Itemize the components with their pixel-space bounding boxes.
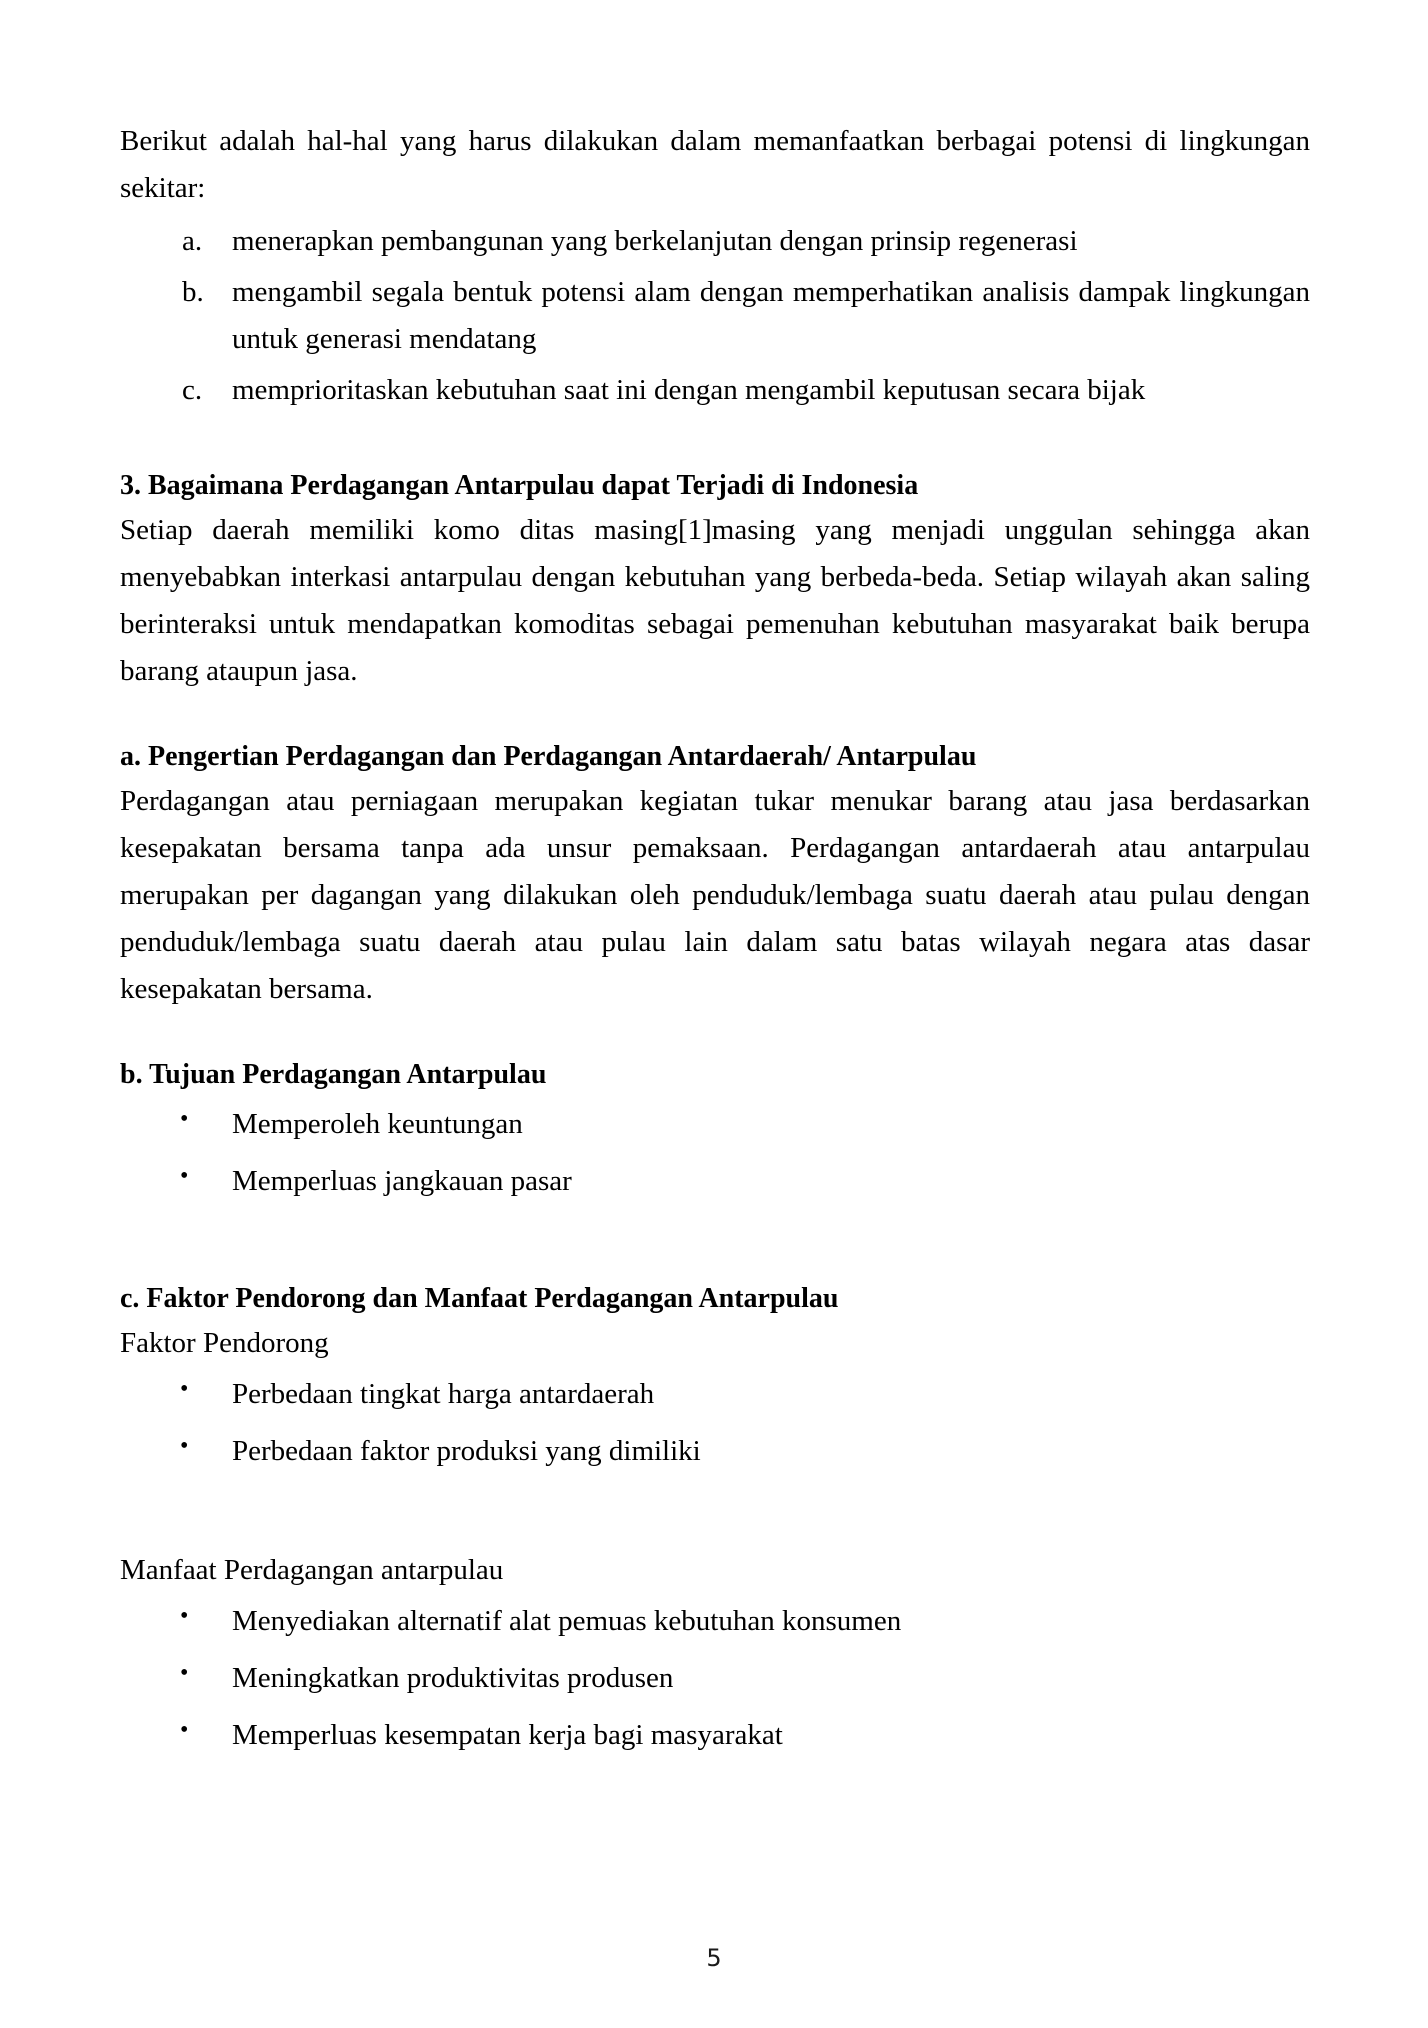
list-item (120, 1371, 1310, 1418)
subsection-b-heading: b. Tujuan Perdagangan Antarpulau (120, 1059, 547, 1091)
intro-lettered-list (120, 218, 1310, 414)
list-item (120, 1655, 1310, 1702)
list-item (120, 1101, 1310, 1148)
intro-paragraph: Berikut adalah hal-hal yang harus dilakukan dalam memanfaatkan berbagai potensi di lingkungan sekitar: (120, 125, 1310, 204)
list-item (120, 1428, 1310, 1475)
faktor-pendorong-bullets (120, 1371, 1310, 1475)
spacer (120, 1215, 1310, 1277)
list-item-text: Memperluas kesempatan kerja bagi masyarakat (232, 1718, 783, 1751)
subsection-c-heading: c. Faktor Pendorong dan Manfaat Perdagangan Antarpulau (120, 1282, 839, 1314)
list-item (120, 1158, 1310, 1205)
subsection-a-paragraph: Perdagangan atau perniagaan merupakan kegiatan tukar menukar barang atau jasa berdasarkan kesepakatan bersama tanpa ada unsur pemaksaan. Perdagangan antardaerah atau antarpulau merupakan per dagangan yang dilakukan oleh penduduk/lembaga suatu daerah atau pulau dengan penduduk/lembaga suatu daerah atau pulau lain dalam satu batas wilayah negara atas dasar kesepakatan bersama. (120, 785, 1310, 1006)
bullet-icon: • (180, 1716, 189, 1743)
bullet-icon: • (180, 1659, 189, 1686)
list-item (120, 1712, 1310, 1759)
list-marker: b. (182, 275, 204, 308)
list-item (120, 367, 1310, 414)
spacer (120, 695, 1310, 735)
section-3-paragraph: Setiap daerah memiliki komo ditas masing[1]masing yang menjadi unggulan sehingga akan menyebabkan interkasi antarpulau dengan kebutuhan yang berbeda-beda. Setiap wilayah akan saling berinteraksi untuk mendapatkan komoditas sebagai pemenuhan kebutuhan masyarakat baik berupa barang ataupun jasa. (120, 514, 1310, 688)
subsection-b-bullets (120, 1101, 1310, 1205)
spacer (120, 1013, 1310, 1053)
bullet-icon: • (180, 1432, 189, 1459)
list-item-text: Memperoleh keuntungan (232, 1107, 523, 1140)
faktor-pendorong-label: Faktor Pendorong (120, 1327, 329, 1360)
list-marker: a. (182, 224, 203, 257)
spacer (120, 418, 1310, 464)
manfaat-label: Manfaat Perdagangan antarpulau (120, 1553, 504, 1586)
list-item (120, 269, 1310, 363)
list-item-text: Menyediakan alternatif alat pemuas kebutuhan konsumen (232, 1604, 902, 1637)
list-item (120, 218, 1310, 265)
section-3-heading: 3. Bagaimana Perdagangan Antarpulau dapat Terjadi di Indonesia (120, 469, 919, 501)
list-item-text: Meningkatkan produktivitas produsen (232, 1661, 674, 1694)
spacer (120, 1485, 1310, 1547)
bullet-icon: • (180, 1162, 189, 1189)
manfaat-bullets (120, 1598, 1310, 1759)
bullet-icon: • (180, 1105, 189, 1132)
list-item-text: menerapkan pembangunan yang berkelanjutan dengan prinsip regenerasi (232, 224, 1078, 257)
list-marker: c. (182, 373, 203, 406)
subsection-a-heading: a. Pengertian Perdagangan dan Perdagangan Antardaerah/ Antarpulau (120, 741, 977, 773)
list-item-text: Memperluas jangkauan pasar (232, 1164, 572, 1197)
bullet-icon: • (180, 1376, 189, 1402)
list-item (120, 1598, 1310, 1645)
list-item-text: Perbedaan tingkat harga antardaerah (232, 1378, 655, 1410)
list-item-text: memprioritaskan kebutuhan saat ini dengan mengambil keputusan secara bijak (232, 373, 1146, 406)
page-number: 5 (706, 1944, 722, 1972)
list-item-text: mengambil segala bentuk potensi alam dengan memperhatikan analisis dampak lingkungan untuk generasi mendatang (232, 275, 1310, 355)
page-content (120, 118, 1310, 1769)
bullet-icon: • (180, 1602, 189, 1629)
list-item-text: Perbedaan faktor produksi yang dimiliki (232, 1434, 701, 1467)
